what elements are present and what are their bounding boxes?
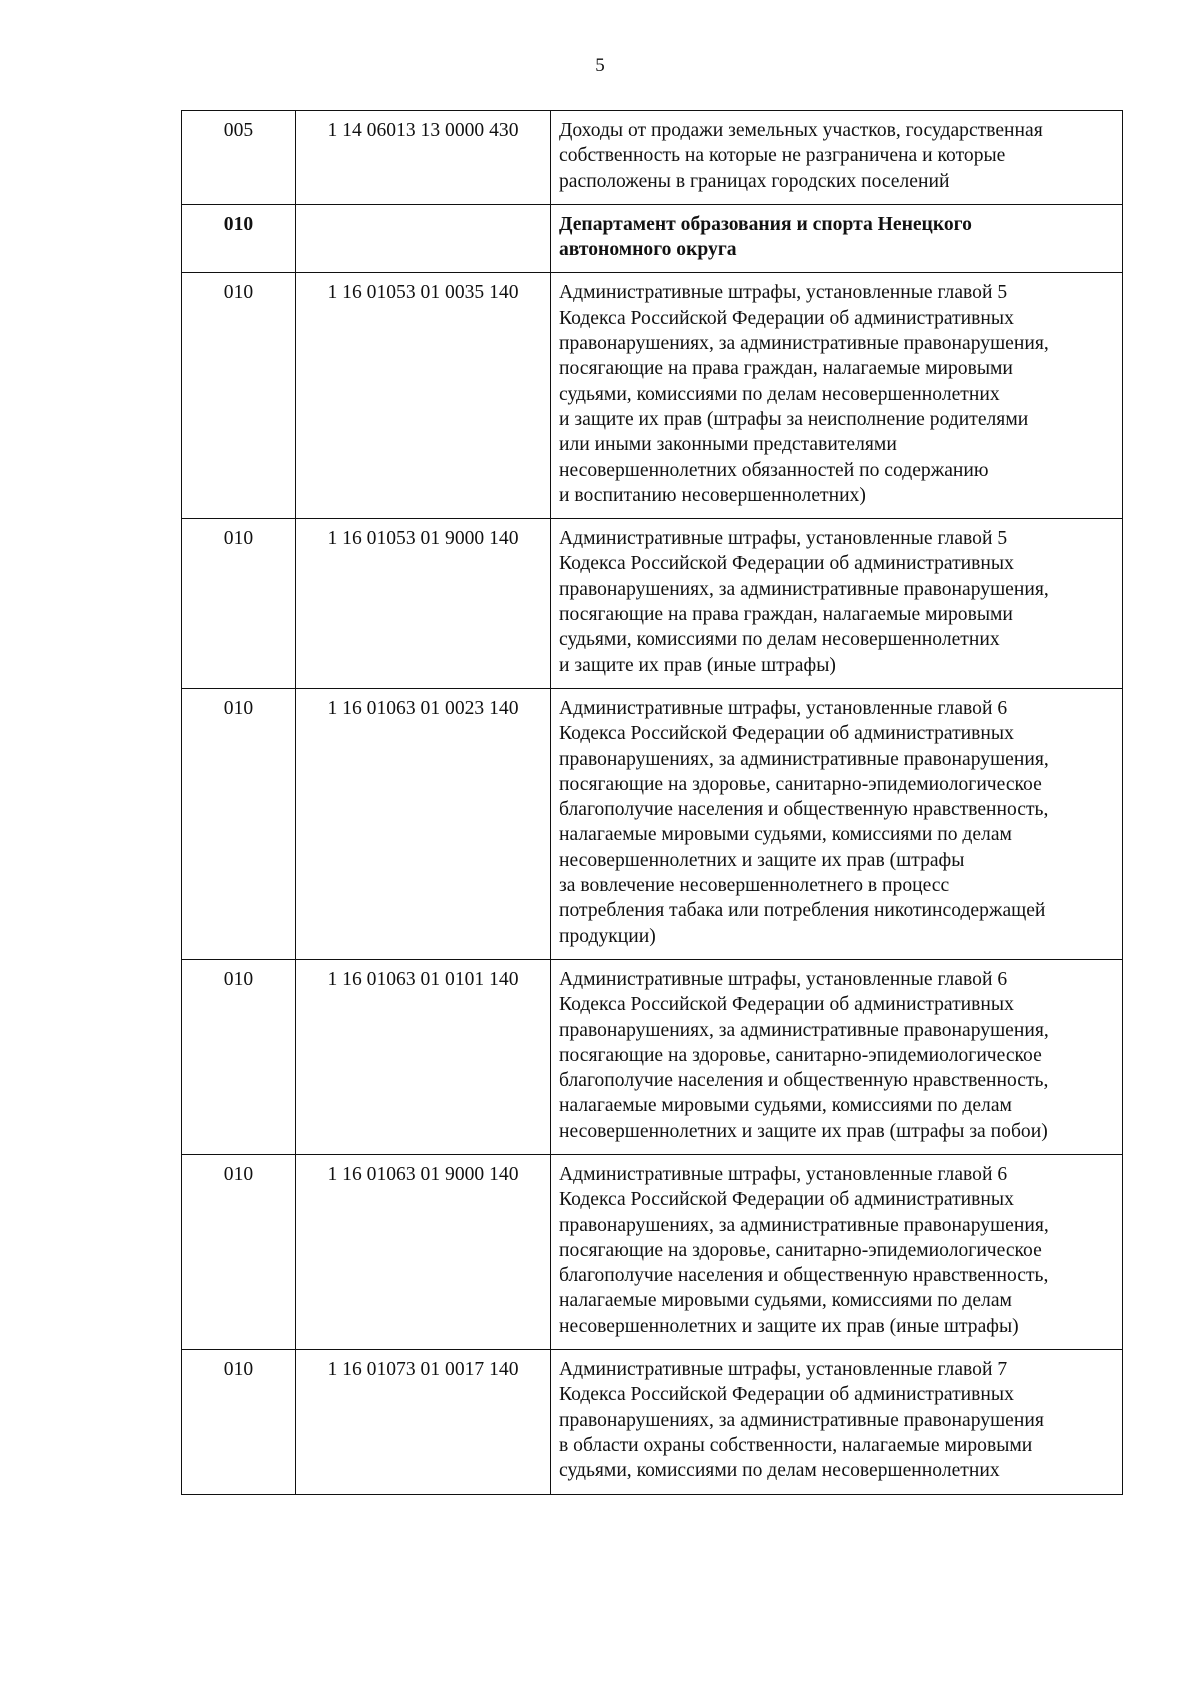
revenue-name-line: за вовлечение несовершеннолетнего в процесс xyxy=(559,875,950,897)
revenue-name-line: собственность на которые не разграничена и которые xyxy=(559,145,1006,167)
budget-classification-code-cell: 1 16 01053 01 9000 140 xyxy=(296,519,551,689)
revenue-name-line: Кодекса Российской Федерации об административных xyxy=(559,307,1014,329)
table-row xyxy=(182,959,1123,1154)
table-row xyxy=(182,519,1123,689)
revenue-name-line: несовершеннолетних и защите их прав (иные штрафы) xyxy=(559,1315,1019,1337)
revenue-name-line: несовершеннолетних и защите их прав (штрафы xyxy=(559,849,965,871)
revenue-name-line: автономного округа xyxy=(559,239,737,261)
revenue-name-line: правонарушениях, за административные правонарушения xyxy=(559,1409,1044,1431)
revenue-name-line: Кодекса Российской Федерации об административных xyxy=(559,553,1014,575)
table-row xyxy=(182,1154,1123,1349)
admin-code-cell: 010 xyxy=(182,959,296,1154)
revenue-name-cell xyxy=(551,1350,1123,1494)
revenue-name-line: Доходы от продажи земельных участков, государственная xyxy=(559,120,1043,141)
budget-classification-code-cell: 1 16 01063 01 0101 140 xyxy=(296,959,551,1154)
revenue-name-line: в области охраны собственности, налагаемые мировыми xyxy=(559,1434,1033,1456)
table-row xyxy=(182,111,1123,205)
revenue-name-line: правонарушениях, за административные правонарушения, xyxy=(559,1019,1049,1041)
revenue-name-line: судьями, комиссиями по делам несовершеннолетних xyxy=(559,383,1000,405)
revenue-name-cell xyxy=(551,959,1123,1154)
revenue-name-line: благополучие населения и общественную нравственность, xyxy=(559,1265,1049,1287)
admin-code-cell: 010 xyxy=(182,204,296,273)
revenue-name-line: посягающие на права граждан, налагаемые мировыми xyxy=(559,604,1013,626)
admin-code-cell: 005 xyxy=(182,111,296,205)
revenue-name-line: Административные штрафы, установленные главой 5 xyxy=(559,282,1008,304)
table-section-row xyxy=(182,204,1123,273)
revenue-name-line: правонарушениях, за административные правонарушения, xyxy=(559,748,1049,770)
revenue-codes-table xyxy=(181,110,1123,1495)
revenue-name-line: благополучие населения и общественную нравственность, xyxy=(559,1070,1049,1092)
revenue-name-line: правонарушениях, за административные правонарушения, xyxy=(559,578,1049,600)
revenue-name-line: правонарушениях, за административные правонарушения, xyxy=(559,333,1049,355)
revenue-name-line: посягающие на здоровье, санитарно-эпидемиологическое xyxy=(559,773,1042,795)
revenue-name-line: правонарушениях, за административные правонарушения, xyxy=(559,1214,1049,1236)
revenue-name-cell xyxy=(551,688,1123,959)
revenue-name-cell xyxy=(551,519,1123,689)
budget-classification-code-cell: 1 16 01073 01 0017 140 xyxy=(296,1350,551,1494)
revenue-name-line: Административные штрафы, установленные главой 5 xyxy=(559,528,1008,550)
revenue-name-line: налагаемые мировыми судьями, комиссиями по делам xyxy=(559,1290,1012,1312)
budget-classification-code-cell: 1 14 06013 13 0000 430 xyxy=(296,111,551,205)
table-row xyxy=(182,273,1123,519)
revenue-name-line: расположены в границах городских поселений xyxy=(559,170,950,192)
admin-code-cell: 010 xyxy=(182,1350,296,1494)
revenue-name-line: Кодекса Российской Федерации об административных xyxy=(559,994,1014,1016)
budget-classification-code-cell xyxy=(296,204,551,273)
revenue-name-line: судьями, комиссиями по делам несовершеннолетних xyxy=(559,629,1000,651)
revenue-name-line: несовершеннолетних обязанностей по содержанию xyxy=(559,459,989,481)
revenue-name-cell xyxy=(551,111,1123,205)
admin-code-cell: 010 xyxy=(182,688,296,959)
revenue-name-line: Административные штрафы, установленные главой 6 xyxy=(559,697,1008,719)
table-row xyxy=(182,1350,1123,1494)
revenue-name-line: или иными законными представителями xyxy=(559,434,897,456)
revenue-name-line: посягающие на здоровье, санитарно-эпидемиологическое xyxy=(559,1044,1042,1066)
revenue-name-line: продукции) xyxy=(559,925,656,947)
revenue-name-line: налагаемые мировыми судьями, комиссиями по делам xyxy=(559,1095,1012,1117)
revenue-name-line: и защите их прав (штрафы за неисполнение родителями xyxy=(559,408,1029,430)
admin-code-cell: 010 xyxy=(182,519,296,689)
revenue-name-cell xyxy=(551,204,1123,273)
revenue-name-line: Департамент образования и спорта Ненецкого xyxy=(559,213,972,235)
revenue-name-line: налагаемые мировыми судьями, комиссиями по делам xyxy=(559,824,1012,846)
budget-classification-code-cell: 1 16 01053 01 0035 140 xyxy=(296,273,551,519)
revenue-name-line: Административные штрафы, установленные главой 7 xyxy=(559,1359,1008,1381)
revenue-name-cell xyxy=(551,273,1123,519)
revenue-name-line: Административные штрафы, установленные главой 6 xyxy=(559,968,1008,990)
table-body xyxy=(182,111,1123,1495)
admin-code-cell: 010 xyxy=(182,1154,296,1349)
revenue-name-line: и защите их прав (иные штрафы) xyxy=(559,654,836,676)
revenue-name-cell xyxy=(551,1154,1123,1349)
revenue-name-line: судьями, комиссиями по делам несовершеннолетних xyxy=(559,1460,1000,1482)
revenue-name-line: посягающие на права граждан, налагаемые мировыми xyxy=(559,358,1013,380)
budget-classification-code-cell: 1 16 01063 01 9000 140 xyxy=(296,1154,551,1349)
revenue-name-line: посягающие на здоровье, санитарно-эпидемиологическое xyxy=(559,1239,1042,1261)
revenue-name-line: Кодекса Российской Федерации об административных xyxy=(559,723,1014,745)
revenue-name-line: Кодекса Российской Федерации об административных xyxy=(559,1384,1014,1406)
revenue-name-line: благополучие населения и общественную нравственность, xyxy=(559,799,1049,821)
admin-code-cell: 010 xyxy=(182,273,296,519)
revenue-name-line: несовершеннолетних и защите их прав (штрафы за побои) xyxy=(559,1120,1048,1142)
revenue-name-line: потребления табака или потребления никотинсодержащей xyxy=(559,900,1046,922)
budget-classification-code-cell: 1 16 01063 01 0023 140 xyxy=(296,688,551,959)
revenue-name-line: Административные штрафы, установленные главой 6 xyxy=(559,1163,1008,1185)
page-number: 5 xyxy=(595,55,605,76)
table-row xyxy=(182,688,1123,959)
revenue-name-line: Кодекса Российской Федерации об административных xyxy=(559,1189,1014,1211)
revenue-name-line: и воспитанию несовершеннолетних) xyxy=(559,484,866,506)
